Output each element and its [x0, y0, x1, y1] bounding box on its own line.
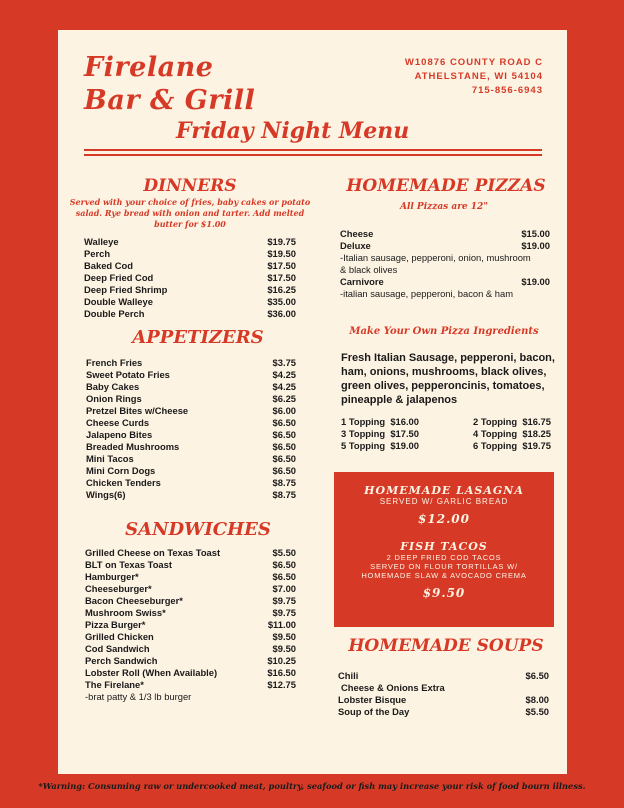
- menu-item: Pizza Burger* $11.00: [85, 619, 296, 630]
- topping-price: 2 Topping $16.75: [473, 416, 551, 427]
- menu-item: Double Walleye $35.00: [84, 296, 296, 307]
- phone-number: 715-856-6943: [471, 85, 543, 96]
- sandwiches-list: [85, 547, 296, 703]
- menu-item: Mini Corn Dogs $6.50: [86, 465, 296, 476]
- menu-item: Deluxe $19.00: [340, 240, 550, 251]
- menu-item: Sweet Potato Fries $4.25: [86, 369, 296, 380]
- lasagna-title: HOMEMADE LASAGNA: [364, 484, 524, 497]
- menu-item: Onion Rings $6.25: [86, 393, 296, 404]
- menu-item: Cheese $15.00: [340, 228, 550, 239]
- menu-item: Grilled Cheese on Texas Toast $5.50: [85, 547, 296, 558]
- dinners-note: Served with your choice of fries, baby cakes or potato salad. Rye bread with onion and tarter. Add melted butter for $1.00: [69, 197, 311, 229]
- chili-note: Cheese & Onions Extra: [341, 682, 445, 693]
- menu-item: Mushroom Swiss* $9.75: [85, 607, 296, 618]
- menu-item: Baked Cod $17.50: [84, 260, 296, 271]
- menu-item: Double Perch $36.00: [84, 308, 296, 319]
- menu-item: Breaded Mushrooms $6.50: [86, 441, 296, 452]
- fish-tacos-title: FISH TACOS: [400, 540, 488, 553]
- specials-box: [334, 472, 554, 627]
- menu-item: Hamburger* $6.50: [85, 571, 296, 582]
- address-line2: ATHELSTANE, WI 54104: [414, 71, 543, 82]
- topping-price: 1 Topping $16.00: [341, 416, 419, 427]
- lasagna-price: $12.00: [418, 512, 470, 526]
- dinners-heading: DINNERS: [143, 176, 237, 196]
- topping-price: 5 Topping $19.00: [341, 440, 419, 451]
- pizza-list: [340, 228, 550, 300]
- menu-item: Chili $6.50: [338, 670, 549, 681]
- header-divider-bottom: [84, 154, 542, 156]
- appetizers-heading: APPETIZERS: [132, 327, 264, 348]
- fish-tacos-desc2: SERVED ON FLOUR TORTILLAS W/: [370, 562, 518, 571]
- menu-item: Cheeseburger* $7.00: [85, 583, 296, 594]
- soups-list: [338, 670, 549, 718]
- pizza-size-note: All Pizzas are 12": [399, 202, 489, 212]
- header-divider-top: [84, 149, 542, 151]
- menu-item: Lobster Roll (When Available) $16.50: [85, 667, 296, 678]
- menu-item: Pretzel Bites w/Cheese $6.00: [86, 405, 296, 416]
- menu-item: Wings(6) $8.75: [86, 489, 296, 500]
- menu-item: Perch $19.50: [84, 248, 296, 259]
- menu-item: French Fries $3.75: [86, 357, 296, 368]
- fish-tacos-price: $9.50: [422, 586, 466, 600]
- menu-item: Perch Sandwich $10.25: [85, 655, 296, 666]
- carnivore-description: -italian sausage, pepperoni, bacon & ham: [340, 288, 514, 299]
- topping-price: 3 Topping $17.50: [341, 428, 419, 439]
- restaurant-name-line1: Firelane: [84, 52, 214, 83]
- soups-heading: HOMEMADE SOUPS: [348, 636, 544, 656]
- menu-item: Soup of the Day $5.50: [338, 706, 549, 717]
- menu-paper: [58, 30, 567, 774]
- menu-item: Lobster Bisque $8.00: [338, 694, 549, 705]
- topping-prices: [341, 416, 551, 452]
- menu-item: Bacon Cheeseburger* $9.75: [85, 595, 296, 606]
- food-safety-warning: *Warning: Consuming raw or undercooked meat, poultry, seafood or fish may increase your risk of food bourn illness.: [38, 781, 586, 791]
- menu-item: The Firelane* $12.75: [85, 679, 296, 690]
- menu-item: Deep Fried Cod $17.50: [84, 272, 296, 283]
- menu-item: Carnivore $19.00: [340, 276, 550, 287]
- deluxe-description-cont: & black olives: [340, 264, 398, 275]
- menu-item: Jalapeno Bites $6.50: [86, 429, 296, 440]
- menu-item: Walleye $19.75: [84, 236, 296, 247]
- restaurant-name-line2: Bar & Grill: [84, 85, 256, 116]
- topping-price: 6 Topping $19.75: [473, 440, 551, 451]
- fish-tacos-desc3: HOMEMADE SLAW & AVOCADO CREMA: [361, 571, 527, 580]
- appetizers-list: [86, 357, 296, 501]
- ingredients-list: Fresh Italian Sausage, pepperoni, bacon, ham, onions, mushrooms, black olives, green olives, pepperoncinis, tomatoes, pineapple & jalapenos: [341, 352, 555, 406]
- dinners-list: [84, 236, 296, 320]
- menu-title: Friday Night Menu: [176, 118, 410, 144]
- menu-item: BLT on Texas Toast $6.50: [85, 559, 296, 570]
- lasagna-subtitle: SERVED W/ GARLIC BREAD: [379, 497, 509, 506]
- menu-item: Cheese Curds $6.50: [86, 417, 296, 428]
- firelane-description: -brat patty & 1/3 lb burger: [85, 691, 192, 702]
- address-line1: W10876 COUNTY ROAD C: [404, 57, 543, 68]
- address-block: [405, 56, 543, 98]
- menu-item: Mini Tacos $6.50: [86, 453, 296, 464]
- menu-item: Baby Cakes $4.25: [86, 381, 296, 392]
- menu-item: Chicken Tenders $8.75: [86, 477, 296, 488]
- sandwiches-heading: SANDWICHES: [125, 519, 271, 540]
- fish-tacos-desc1: 2 DEEP FRIED COD TACOS: [386, 553, 502, 562]
- topping-price: 4 Topping $18.25: [473, 428, 551, 439]
- menu-item: Cod Sandwich $9.50: [85, 643, 296, 654]
- deluxe-description: -Italian sausage, pepperoni, onion, mushroom: [340, 252, 531, 263]
- menu-item: Deep Fried Shrimp $16.25: [84, 284, 296, 295]
- menu-item: Grilled Chicken $9.50: [85, 631, 296, 642]
- make-your-own-heading: Make Your Own Pizza Ingredients: [349, 326, 539, 337]
- pizzas-heading: HOMEMADE PIZZAS: [346, 176, 546, 196]
